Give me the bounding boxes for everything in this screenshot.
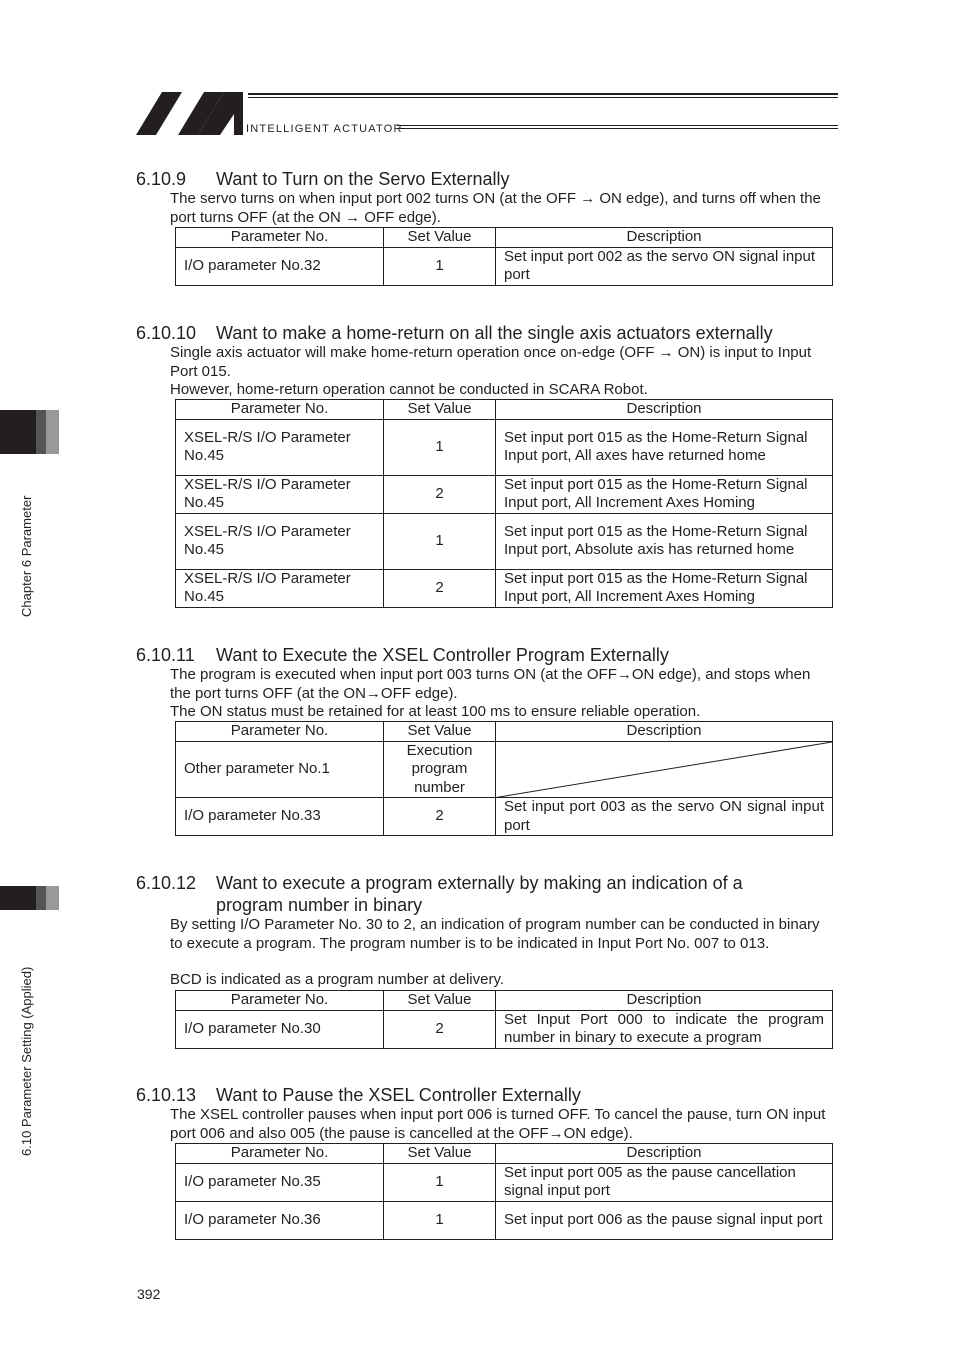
- section-heading: 6.10.12 Want to execute a program externally by making an indication of a program number in binary: [136, 873, 743, 915]
- section-paragraph: Single axis actuator will make home-return operation once on-edge (OFF → ON) is input to Input Port 015.: [170, 344, 812, 380]
- table-row: I/O parameter No.36 1 Set input port 006 as the pause signal input port: [176, 1201, 833, 1239]
- logo-subtitle: INTELLIGENT ACTUATOR: [246, 123, 403, 135]
- section-paragraph: The XSEL controller pauses when input port 006 is turned OFF. To cancel the pause, turn ON input port 006 and also 005 (the pause is cancelled at the OFF→ON edge).: [170, 1106, 826, 1142]
- table-header-row: [176, 228, 833, 248]
- table-row: I/O parameter No.30 2 Set Input Port 000 to indicate the program number in binary to execute a program: [176, 1010, 833, 1048]
- chapter-label: Chapter 6 Parameter: [19, 495, 34, 617]
- parameter-table: [175, 1143, 833, 1240]
- table-row: XSEL-R/S I/O Parameter No.45 1 Set input port 015 as the Home-Return Signal Input port, All axes have returned home: [176, 419, 833, 475]
- table-row: Other parameter No.1 Execution program number: [176, 741, 833, 798]
- header-param: Parameter No.: [176, 228, 384, 248]
- parameter-table: [175, 227, 833, 286]
- section-paragraph: The ON status must be retained for at least 100 ms to ensure reliable operation.: [170, 703, 701, 720]
- section-heading: 6.10.11 Want to Execute the XSEL Controller Program Externally: [136, 645, 669, 665]
- table-row: XSEL-R/S I/O Parameter No.45 2 Set input port 015 as the Home-Return Signal Input port, All Increment Axes Homing: [176, 475, 833, 513]
- parameter-table: [175, 399, 833, 608]
- table-row: I/O parameter No.33 2 Set input port 003 as the servo ON signal input port: [176, 798, 833, 836]
- header-desc: Description: [496, 228, 833, 248]
- section-paragraph: However, home-return operation cannot be conducted in SCARA Robot.: [170, 381, 648, 398]
- parameter-table: [175, 990, 833, 1049]
- section-paragraph: BCD is indicated as a program number at delivery.: [170, 971, 505, 988]
- section-paragraph: The servo turns on when input port 002 turns ON (at the OFF → ON edge), and turns off when the port turns OFF (at the ON → OFF edge).: [170, 190, 821, 226]
- section-paragraph: The program is executed when input port 003 turns ON (at the OFF→ON edge), and stops when the port turns OFF (at the ON→OFF edge).: [170, 666, 811, 702]
- section-label: 6.10 Parameter Setting (Applied): [19, 966, 34, 1156]
- header-value: Set Value: [384, 228, 496, 248]
- empty-cell: [496, 741, 833, 798]
- table-header-row: Parameter No. Set Value Description: [176, 1144, 833, 1164]
- iai-logo: [136, 92, 244, 136]
- parameter-table: [175, 721, 833, 836]
- table-row: XSEL-R/S I/O Parameter No.45 2 Set input port 015 as the Home-Return Signal Input port, All Increment Axes Homing: [176, 569, 833, 607]
- table-row: XSEL-R/S I/O Parameter No.45 1 Set input port 015 as the Home-Return Signal Input port, Absolute axis has returned home: [176, 513, 833, 569]
- table-row: I/O parameter No.32 1 Set input port 002 as the servo ON signal input port: [176, 247, 833, 285]
- table-header-row: Parameter No. Set Value Description: [176, 722, 833, 742]
- table-header-row: Parameter No. Set Value Description: [176, 400, 833, 420]
- section-heading: 6.10.10 Want to make a home-return on all the single axis actuators externally: [136, 323, 773, 343]
- section-tab: [0, 886, 59, 910]
- section-heading: 6.10.9 Want to Turn on the Servo Externally: [136, 169, 510, 189]
- section-heading: 6.10.13 Want to Pause the XSEL Controller Externally: [136, 1085, 581, 1105]
- page-number: 392: [137, 1286, 161, 1302]
- diagonal-line: [496, 742, 832, 798]
- chapter-tab: [0, 410, 59, 454]
- table-row: I/O parameter No.35 1 Set input port 005 as the pause cancellation signal input port: [176, 1163, 833, 1201]
- table-header-row: Parameter No. Set Value Description: [176, 991, 833, 1011]
- section-paragraph: By setting I/O Parameter No. 30 to 2, an indication of program number can be conducted in binary to execute a program. The program number is to be indicated in Input Port No. 007 to 013.: [170, 916, 820, 952]
